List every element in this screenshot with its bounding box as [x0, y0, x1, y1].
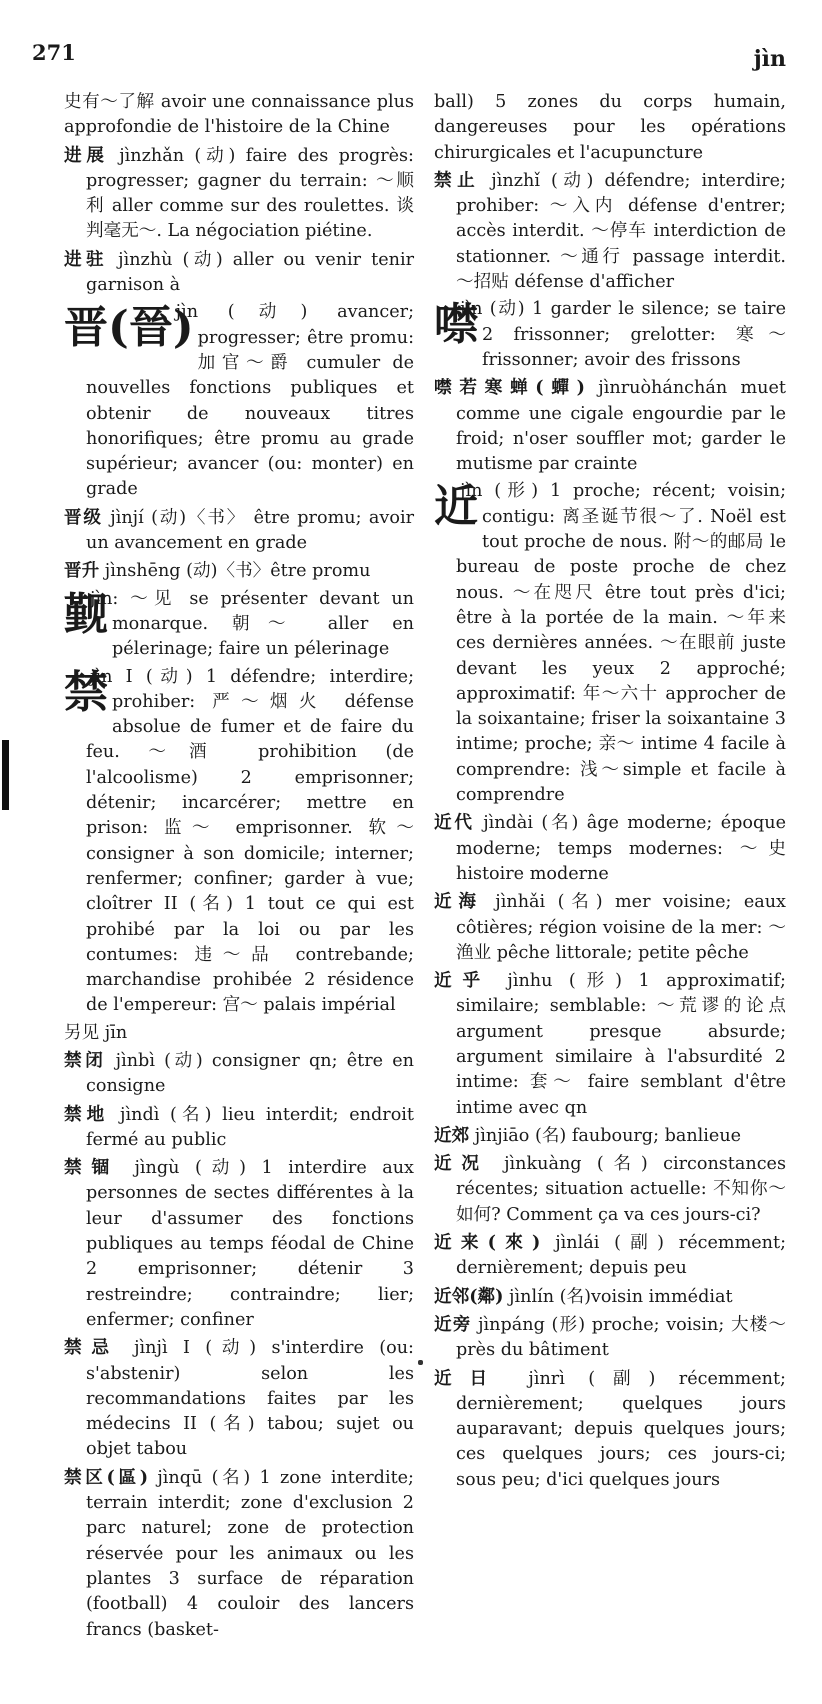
entry-definition: jìnpáng (形) proche; voisin; 大楼～ près du bâtiment: [456, 1314, 786, 1361]
entry-headword: 晋升: [64, 560, 100, 582]
entry-definition: jìngù (动) 1 interdire aux personnes de sectes différentes à la leur d'assumer des fonctions publiques au temps féodal de Chine 2 emprisonner; détenir 3 restreindre; contraindre; lier; enfermer; confiner: [86, 1158, 414, 1330]
entry-definition: jìn (形) 1 proche; récent; voisin; contigu: 离圣诞节很～了. Noël est tout proche de nous. 附～的邮局 le bureau de poste proche de chez nous. ～在咫尺 être tout près d'ici; être à la portée de la main. ～年来 ces dernières années. ～在眼前 juste devant les yeux 2 approché; approximatif: 年～六十 approcher de la soixantaine; friser la soixantaine 3 intime; proche; 亲～ intime 4 facile à comprendre: 浅～simple et facile à comprendre: [456, 481, 786, 806]
entry-definition: jìnbì (动) consigner qn; être en consigne: [86, 1050, 414, 1097]
entry-definition: ball) 5 zones du corps humain, dangereuses pour les opérations chirurgicales et l'acupuncture: [434, 92, 786, 163]
entry-headword: 近乎: [434, 970, 491, 992]
dictionary-entry: [64, 300, 414, 502]
entry-definition: jìn: ～见 se présenter devant un monarque. 朝～ aller en pélerinage; faire un pélerinage: [90, 588, 414, 660]
entry-headword: 禁闭: [64, 1049, 107, 1071]
entry-headword: 禁忌: [64, 1337, 119, 1359]
entry-headword: 近旁: [434, 1313, 472, 1335]
entry-headword: 禁地: [64, 1103, 110, 1125]
entry-headword: 近: [434, 481, 478, 533]
dictionary-entry: [434, 375, 786, 477]
dictionary-entry: [434, 1151, 786, 1228]
dictionary-entry: [64, 143, 414, 245]
dictionary-entry: [64, 1048, 414, 1100]
dictionary-entry: [64, 1102, 414, 1154]
left-column: [64, 90, 414, 1645]
dictionary-entry: [64, 1465, 414, 1643]
entry-headword: 噤若寒蝉(蟬): [434, 377, 585, 399]
dictionary-entry: [434, 1312, 786, 1364]
entry-headword: 禁区(區): [64, 1466, 149, 1488]
entry-headword: 近来(來): [434, 1232, 541, 1254]
entry-definition: 史有～了解 avoir une connaissance plus approfondie de l'histoire de la Chine: [64, 92, 414, 138]
entry-definition: jìnhu (形) 1 approximatif; similaire; semblable: ～荒谬的论点 argument presque absurde; argument similaire à l'absurdité 2 intime: 套～ faire semblant d'être intime avec qn: [456, 971, 786, 1118]
entry-definition: jìndài (名) âge moderne; époque moderne; temps modernes: ～史 histoire moderne: [456, 813, 786, 884]
margin-mark: [2, 740, 9, 810]
dictionary-entry: [434, 889, 786, 966]
dictionary-entry: [64, 1021, 414, 1046]
dictionary-entry: [434, 168, 786, 295]
dictionary-entry: [434, 1230, 786, 1282]
entry-headword: 近邻(鄰): [434, 1285, 504, 1307]
dictionary-entry: [64, 90, 414, 141]
dictionary-entry: [64, 1155, 414, 1333]
entry-definition: jìn (动) avancer; progresser; être promu: 加官～爵 cumuler de nouvelles fonctions publiques et obtenir de nouveaux titres honorifiques; être promu au grade supérieur; avancer (ou: monter) en grade: [86, 302, 414, 500]
dictionary-entry: [64, 558, 414, 584]
entry-headword: 觐: [64, 588, 108, 640]
right-column: [434, 90, 786, 1495]
entry-definition: jìnzhǎn (动) faire des progrès: progresser; gagner du terrain: ～顺利 aller comme sur des roulettes. 谈判毫无～. La négociation piétine.: [86, 145, 414, 242]
dictionary-entry: [434, 968, 786, 1121]
entry-headword: 晋(晉): [64, 302, 194, 354]
entry-definition: jìnjiāo (名) faubourg; banlieue: [469, 1125, 742, 1146]
entry-headword: 近代: [434, 812, 475, 834]
dictionary-entry: [64, 505, 414, 557]
margin-dot: [418, 1360, 423, 1365]
entry-definition: jìnlín (名)voisin immédiat: [503, 1286, 733, 1307]
entry-definition: jìn I (动) 1 défendre; interdire; prohiber: 严～烟火 défense absolue de fumer et de faire du feu. ～酒 prohibition (de l'alcoolisme) 2 emprisonner; détenir; incarcérer; mettre en prison: 监～ emprisonner. 软～ consigner à son domicile; interner; renfermer; confiner; garder à vue; cloîtrer II (名) 1 tout ce qui est prohibé par la loi ou par les contumes: 违～品 contrebande; marchandise prohibée 2 résidence de l'empereur: 宫～ palais impérial: [86, 666, 414, 1016]
dictionary-entry: [434, 479, 786, 808]
dictionary-entry: [64, 247, 414, 299]
dictionary-entry: [64, 1335, 414, 1462]
entry-definition: jìnlái (副) récemment; dernièrement; depuis peu: [456, 1233, 786, 1279]
entry-headword: 禁锢: [64, 1157, 119, 1179]
entry-definition: jìnjí (动)〈书〉 être promu; avoir un avancement en grade: [86, 507, 414, 554]
entry-definition: jìnrì (副) récemment; dernièrement; quelques jours auparavant; depuis quelques jours; ces quelques jours; ces jours-ci; sous peu; d'ici quelques jours: [456, 1368, 786, 1490]
entry-definition: jìnruòhánchán muet comme une cigale engourdie par le froid; n'oser souffler mot; garder le mutisme par crainte: [456, 378, 786, 475]
dictionary-entry: [434, 90, 786, 166]
dictionary-entry: [64, 587, 414, 663]
entry-definition: 另见 jīn: [64, 1022, 128, 1043]
entry-definition: jìnjì I (动) s'interdire (ou: s'abstenir) selon les recommandations faites par les médecins II (名) tabou; sujet ou objet tabou: [86, 1338, 414, 1460]
entry-definition: jìn (动) 1 garder le silence; se taire 2 frissonner; grelotter: 寒～ frissonner; avoir des frissons: [460, 299, 786, 370]
entry-headword: 晋级: [64, 506, 103, 528]
entry-definition: jìnqū (名) 1 zone interdite; terrain interdit; zone d'exclusion 2 parc naturel; zone de protection réservée pour les animaux ou les plantes 3 surface de réparation (football) 4 couloir des lancers francs (basket-: [86, 1467, 414, 1640]
entry-headword: 进驻: [64, 248, 109, 270]
page-number: 271: [32, 40, 76, 65]
entry-definition: jìnkuàng (名) circonstances récentes; situation actuelle: 不知你～如何? Comment ça va ces jours-ci?: [456, 1154, 786, 1225]
entry-headword: 噤: [434, 299, 478, 351]
dictionary-entry: [434, 297, 786, 373]
entry-headword: 近郊: [434, 1124, 470, 1146]
entry-headword: 禁止: [434, 169, 481, 191]
guide-word: jìn: [753, 46, 786, 72]
entry-definition: jìnhǎi (名) mer voisine; eaux côtières; région voisine de la mer: ～渔业 pêche littorale; petite pêche: [456, 892, 786, 963]
entry-headword: 近海: [434, 891, 483, 913]
dictionary-entry: [434, 1284, 786, 1310]
entry-headword: 近况: [434, 1153, 489, 1175]
entry-definition: jìndì (名) lieu interdit; endroit fermé au public: [86, 1104, 414, 1150]
dictionary-entry: [434, 1366, 786, 1493]
entry-headword: 进展: [64, 144, 109, 166]
dictionary-entry: [64, 665, 414, 1019]
dictionary-entry: [434, 810, 786, 887]
entry-definition: jìnzhǐ (动) défendre; interdire; prohiber: ～入内 défense d'entrer; accès interdit. ～停车 interdiction de stationner. ～通行 passage interdit. ～招贴 défense d'afficher: [456, 170, 786, 293]
entry-headword: 近日: [434, 1367, 505, 1389]
entry-definition: jìnshēng (动)〈书〉être promu: [99, 561, 371, 582]
dictionary-entry: [434, 1123, 786, 1149]
entry-definition: jìnzhù (动) aller ou venir tenir garnison à: [86, 249, 414, 296]
entry-headword: 禁: [64, 666, 108, 718]
